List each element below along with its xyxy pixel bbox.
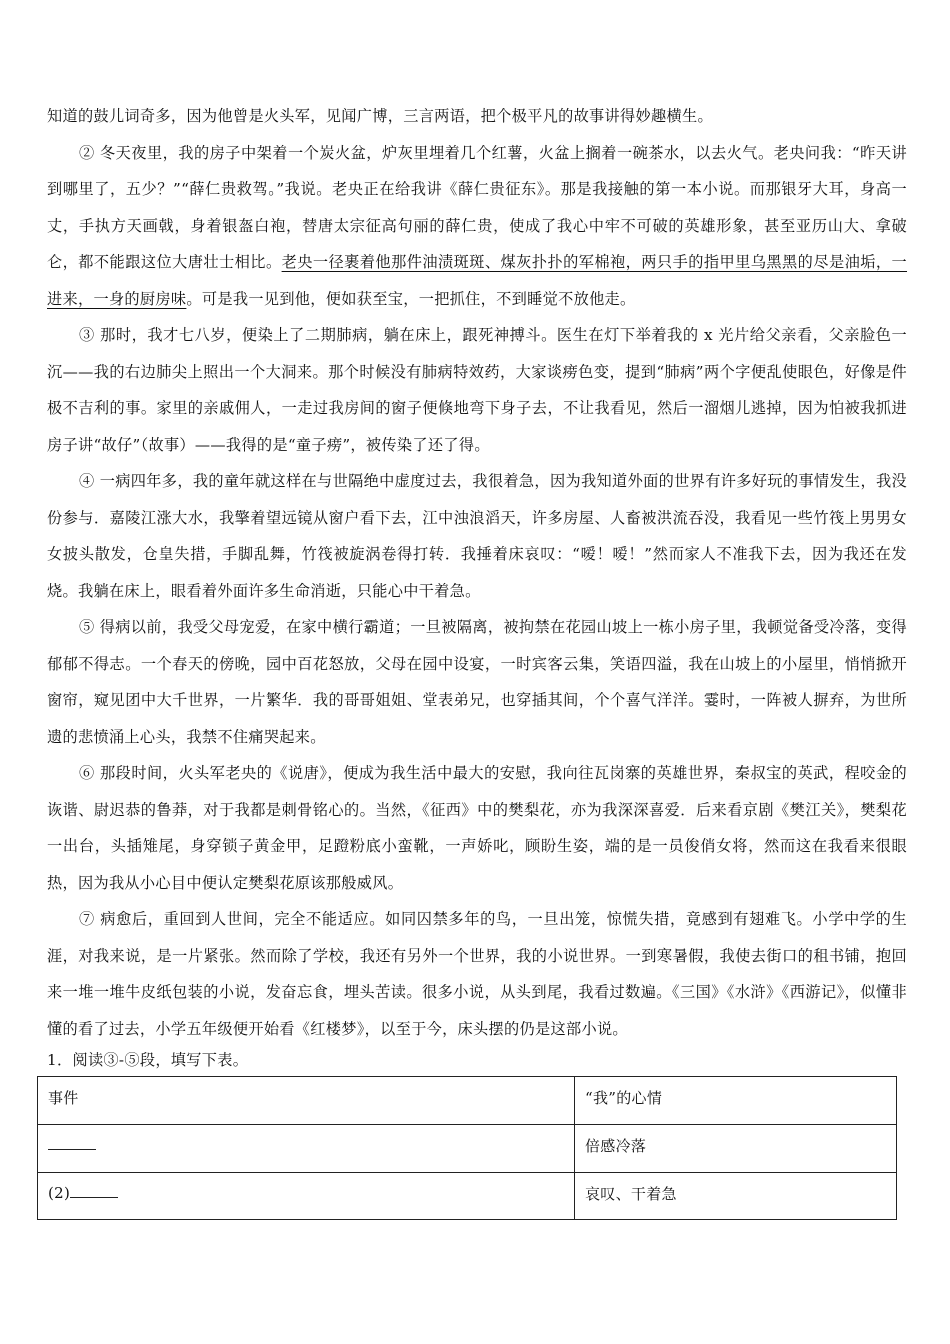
paragraph-text: ⑦ 病愈后，重回到人世间，完全不能适应。如同囚禁多年的鸟，一旦出笼，惊慌失措，竟感到有翅难飞。小学中学的生涯，对我来说，是一片紧张。然而除了学校，我还有另外一个世界，我的小说世界。一到寒暑假，我使去街口的租书铺，抱回来一堆一堆牛皮纸包装的小说，发奋忘食，埋头苦读。很多小说，从头到尾，我看过数遍。《三国》《水浒》《西游记》，似懂非懂的看了过去，小学五年级便开始看《红楼梦》，以至于今，床头摆的仍是这部小说。 (47, 910, 907, 1038)
paragraph-text: 。可是我一见到他，便如获至宝，一把抓住，不到睡觉不放他走。 (186, 289, 636, 308)
paragraph (47, 317, 907, 463)
paragraph-text: 知道的鼓儿词奇多，因为他曾是火头军，见闻广博，三言两语，把个极平凡的故事讲得妙趣横生。 (47, 107, 713, 125)
table-header-row (38, 1077, 897, 1125)
paragraph (47, 755, 907, 901)
table-row (38, 1173, 897, 1220)
answer-blank-1[interactable] (48, 1135, 96, 1150)
mood-cell-2: 哀叹、干着急 (575, 1173, 897, 1220)
paragraph (47, 609, 907, 755)
event-cell-2 (38, 1173, 575, 1220)
paragraph-text: ② 冬天夜里，我的房子中架着一个炭火盆，炉灰里埋着几个红薯，火盆上搁着一碗茶水，以去火气。老央问我：“昨天讲到哪里了，五少？”“薛仁贵救驾。”我说。老央正在给我讲《薛仁贵征东》。那是我接触的第一本小说。而那银牙大耳，身高一丈，手执方天画戟，身着银盔白袍，替唐太宗征高句丽的薛仁贵，使成了我心中牢不可破的英雄形象，甚至亚历山大、拿破仑，都不能跟这位大唐壮士相比。 (47, 143, 907, 271)
answer-blank-2[interactable] (70, 1183, 118, 1198)
paragraph (47, 98, 907, 135)
question-prompt: 1．阅读③-⑤段，填写下表。 (47, 1051, 249, 1069)
table-row (38, 1125, 897, 1173)
header-mood: “我”的心情 (575, 1077, 897, 1125)
paragraph (47, 135, 907, 318)
event-prefix: (2) (48, 1184, 71, 1202)
paragraph-text: ⑤ 得病以前，我受父母宠爱，在家中横行霸道；一旦被隔离，被拘禁在花园山坡上一栋小房子里，我顿觉备受冷落，变得郁郁不得志。一个春天的傍晚，园中百花怒放，父母在园中设宴，一时宾客云集，笑语四溢，我在山坡上的小屋里，悄悄掀开窗帘，窥见团中大千世界，一片繁华．我的哥哥姐姐、堂表弟兄，也穿插其间，个个喜气洋洋。霎时，一阵被人摒弃，为世所遗的悲愤涌上心头，我禁不住痛哭起来。 (47, 618, 907, 746)
paragraph (47, 901, 907, 1047)
article-body (47, 98, 907, 1075)
header-event: 事件 (38, 1077, 575, 1125)
paragraph-text: ④ 一病四年多，我的童年就这样在与世隔绝中虚度过去，我很着急，因为我知道外面的世界有许多好玩的事情发生，我没份参与．嘉陵江涨大水，我擎着望远镜从窗户看下去，江中浊浪滔天，许多房屋、人畜被洪流吞没，我看见一些竹筏上男男女女披头散发，仓皇失措，手脚乱舞，竹筏被旋涡卷得打转．我捶着床哀叹：“嗳！嗳！”然而家人不准我下去，因为我还在发烧。我躺在床上，眼看着外面许多生命消逝，只能心中干着急。 (47, 472, 907, 600)
paragraph-text: ⑥ 那段时间，火头军老央的《说唐》，便成为我生活中最大的安慰，我向往瓦岗寨的英雄世界，秦叔宝的英武，程咬金的诙谐、尉迟恭的鲁莽，对于我都是刺骨铭心的。当然，《征西》中的樊梨花，亦为我深深喜爱．后来看京剧《樊江关》，樊梨花一出台，头插雉尾，身穿锁子黄金甲，足蹬粉底小蛮靴，一声娇叱，顾盼生姿，端的是一员俊俏女将，然而这在我看来很眼热，因为我从小心目中便认定樊梨花原该那般威风。 (47, 764, 907, 892)
paragraph (47, 463, 907, 609)
paragraph-text: ③ 那时，我才七八岁，便染上了二期肺病，躺在床上，跟死神搏斗。医生在灯下举着我的 x 光片给父亲看，父亲脸色一沉——我的右边肺尖上照出一个大洞来。那个时候没有肺病特效药，大家谈痨色变，提到“肺病”两个字便乱使眼色，好像是件极不吉利的事。家里的亲戚佣人，一走过我房间的窗子便倏地弯下身子去，不让我看见，然后一溜烟儿逃掉，因为怕被我抓进房子讲“故仔”（故事）——我得的是“童子痨”，被传染了还了得。 (47, 326, 907, 454)
mood-cell-1: 倍感冷落 (575, 1125, 897, 1173)
event-cell-1 (38, 1125, 575, 1173)
underlined-sentence: 老央一径裹着他那件油渍斑斑、煤灰扑扑的军棉袍，两只手的指甲里乌黑黑的尽是油垢，一进来，一身的厨房味 (47, 253, 908, 308)
answer-table (37, 1076, 897, 1220)
